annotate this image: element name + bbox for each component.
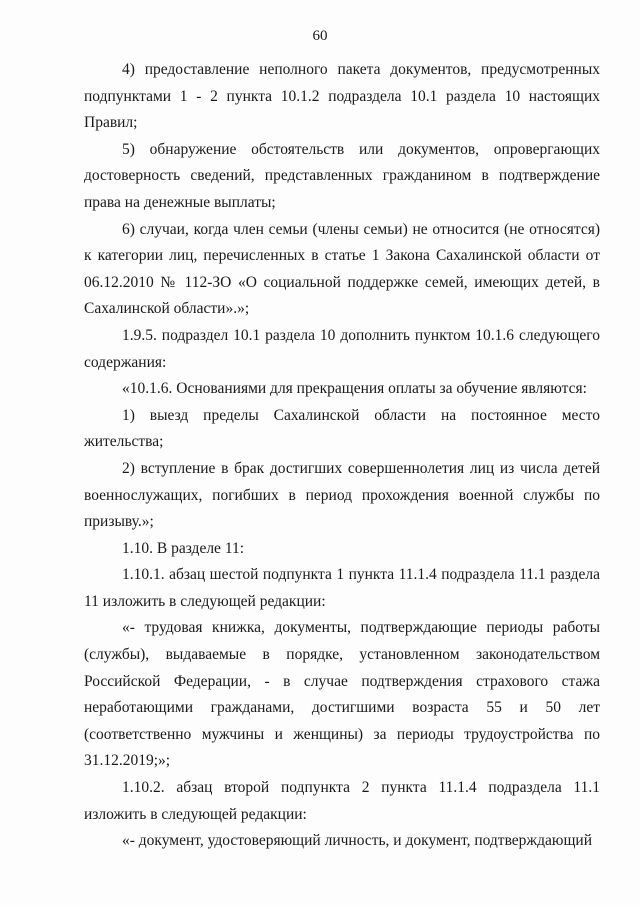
- paragraph-identity-document: «- документ, удостоверяющий личность, и документ, подтверждающий: [122, 832, 593, 850]
- paragraph-item-4: 4) предоставление неполного пакета документов, предусмотренных подпунктами 1 - 2 пункта 10.1.2 подраздела 10.1 раздела 10 настоящих Правил;: [84, 61, 600, 132]
- paragraph-10-1-6-item-2: 2) вступление в брак достигших совершеннолетия лиц из числа детей военнослужащих, погибших в период прохождения военной службы по призыву.»;: [84, 459, 600, 531]
- document-body: [84, 57, 600, 855]
- paragraph-1-10-2: 1.10.2. абзац второй подпункта 2 пункта 11.1.4 подраздела 11.1 изложить в следующей редакции:: [84, 779, 600, 823]
- paragraph-1-9-5: 1.9.5. подраздел 10.1 раздела 10 дополнить пунктом 10.1.6 следующего содержания:: [84, 326, 600, 371]
- page-number: 60: [312, 28, 328, 44]
- paragraph-1-10-1: 1.10.1. абзац шестой подпункта 1 пункта 11.1.4 подраздела 11.1 раздела 11 изложить в следующей редакции:: [84, 566, 600, 610]
- paragraph-labor-book: «- трудовая книжка, документы, подтверждающие периоды работы (службы), выдаваемые в порядке, установленном законодательством Российской Федерации, - в случае подтверждения страхового стажа неработающими гражданами, достигшими возраста 55 и 50 лет (соответственно мужчины и женщины) за периоды трудоустройства по 31.12.2019;»;: [84, 619, 600, 770]
- paragraph-1-10: 1.10. В разделе 11:: [122, 539, 245, 557]
- paragraph-item-6: 6) случаи, когда член семьи (члены семьи) не относится (не относятся) к категории лиц, перечисленных в статье 1 Закона Сахалинской области от 06.12.2010 № 112-ЗО «О социальной поддержке семей, имеющих детей, в Сахалинской области».»;: [84, 220, 600, 318]
- paragraph-10-1-6-item-1: 1) выезд пределы Сахалинской области на постоянное место жительства;: [84, 406, 600, 451]
- paragraph-item-5: 5) обнаружение обстоятельств или документов, опровергающих достоверность сведений, представленных гражданином в подтверждение права на денежные выплаты;: [84, 140, 600, 211]
- paragraph-10-1-6: «10.1.6. Основаниями для прекращения оплаты за обучение являются:: [122, 380, 587, 398]
